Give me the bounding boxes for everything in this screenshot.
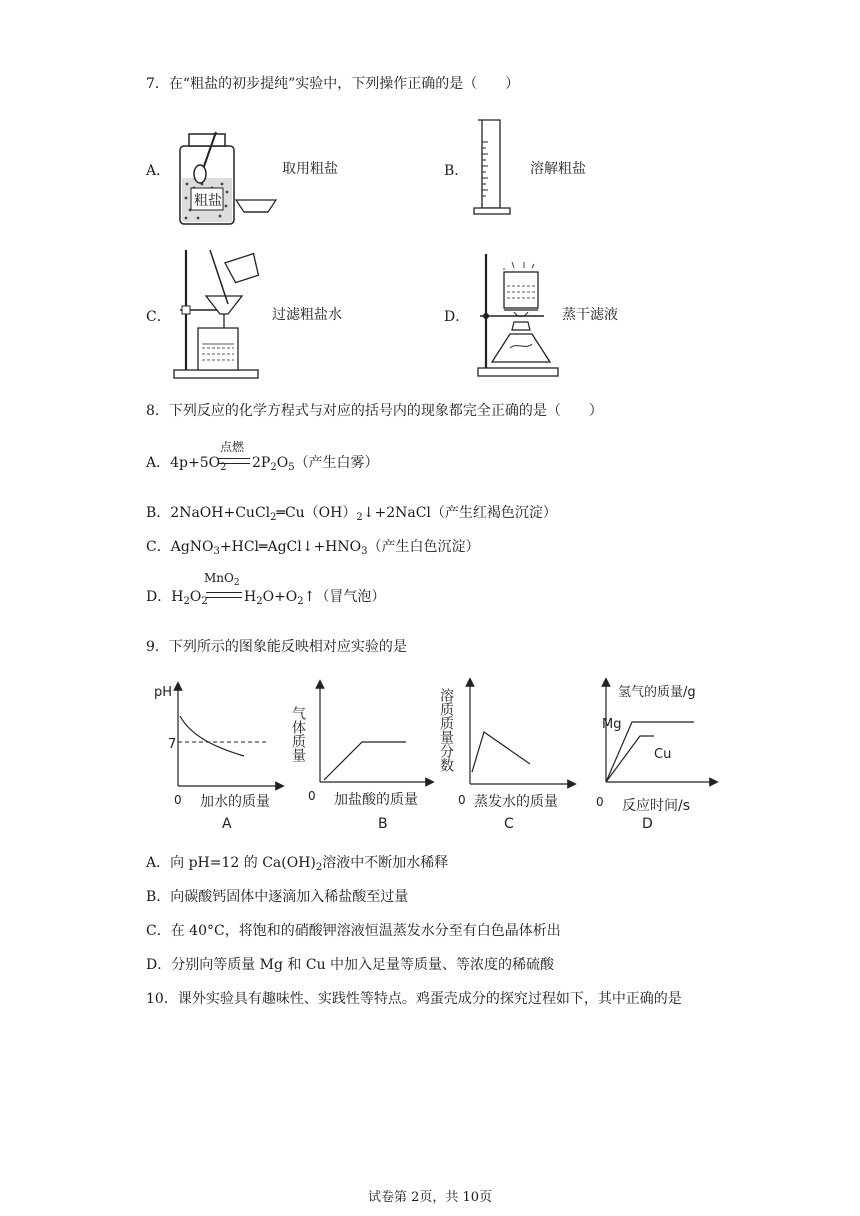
- q9-b-letter: B: [378, 816, 388, 832]
- q9-c-ylabel: 溶质质量分数: [438, 688, 454, 772]
- q9-a-xlabel: 加水的质量: [200, 794, 270, 810]
- q7-c-filtration-figure: [170, 244, 270, 384]
- q8-a-equals-sign: [218, 458, 250, 464]
- q9-a-origin: 0: [174, 793, 182, 807]
- q8-stem: 8．下列反应的化学方程式与对应的括号内的现象都完全正确的是（ ）: [146, 403, 603, 419]
- q7-option-a-letter: A．: [146, 163, 171, 179]
- q9-d-series-mg: Mg: [602, 717, 622, 732]
- q8-option-d-right: $H_2O+O_2↑$（冒气泡）: [244, 589, 386, 607]
- q9-graph-c: [438, 672, 582, 838]
- q8-option-d-left: D．$H_2O_2$: [146, 589, 208, 607]
- q9-c-xlabel: 蒸发水的质量: [474, 794, 558, 810]
- q8-a-left: 4p+5O: [170, 455, 221, 471]
- q7-d-evaporation-figure: [474, 250, 564, 380]
- q7-option-b-letter: B．: [444, 163, 469, 179]
- q7-option-d-letter: D．: [444, 309, 470, 325]
- q9-b-ylabel: 气体质量: [290, 706, 306, 762]
- q7-a-bottle-figure: [172, 128, 282, 228]
- q9-option-d: D．分别向等质量 Mg 和 Cu 中加入足量等质量、等浓度的稀硫酸: [146, 957, 555, 973]
- q9-c-letter: C: [504, 816, 514, 832]
- q9-graph-a: [150, 676, 290, 836]
- q9-d-xlabel: 反应时间/s: [622, 798, 691, 814]
- q9-c-origin: 0: [458, 793, 466, 807]
- q9-stem: 9．下列所示的图象能反映相对应实验的是: [146, 639, 407, 655]
- q9-d-origin: 0: [596, 795, 604, 809]
- q9-option-a: A．向 pH=12 的 $Ca(OH)_2$溶液中不断加水稀释: [146, 855, 449, 873]
- q8-a-left-sub: 2: [220, 462, 227, 473]
- q10-stem: 10．课外实验具有趣味性、实践性等特点。鸡蛋壳成分的探究过程如下，其中正确的是: [146, 991, 682, 1007]
- q7-a-bottle-label: 粗盐: [194, 193, 222, 209]
- q9-option-b: B．向碳酸钙固体中逐滴加入稀盐酸至过量: [146, 889, 409, 905]
- q9-a-letter: A: [222, 816, 232, 832]
- q8-a-condition: 点燃: [220, 440, 245, 454]
- q9-a-tick-7: 7: [168, 737, 177, 752]
- q8-a-letter: A．: [146, 455, 171, 471]
- q9-d-letter: D: [642, 816, 653, 832]
- q9-graph-b: [290, 676, 440, 836]
- q9-graph-d: [590, 676, 720, 836]
- q9-a-ylabel: pH: [154, 685, 173, 700]
- q7-option-d-caption: 蒸干滤液: [562, 307, 618, 323]
- q8-option-a: [146, 452, 226, 473]
- q7-option-b-caption: 溶解粗盐: [530, 161, 586, 177]
- q8-a-right: $2P_2O_5$（产生白雾）: [252, 455, 379, 473]
- page-footer: 试卷第 2页，共 10页: [368, 1190, 493, 1205]
- q7-option-a-caption: 取用粗盐: [282, 161, 338, 177]
- q8-option-c: C．$AgNO_3+HCl═AgCl↓+HNO_3$（产生白色沉淀）: [146, 539, 480, 557]
- q9-b-xlabel: 加盐酸的质量: [334, 792, 418, 808]
- q7-stem: 7．在“粗盐的初步提纯”实验中，下列操作正确的是（ ）: [146, 76, 520, 92]
- q7-b-graduated-cylinder: [470, 116, 520, 221]
- q8-option-b: B．$2NaOH+CuCl_2═Cu(OH)_2↓+2NaCl$（产生红褐色沉淀）: [146, 505, 557, 523]
- q8-d-condition: MnO$_2$: [204, 571, 240, 588]
- q7-option-c-caption: 过滤粗盐水: [272, 307, 342, 323]
- q9-option-c: C．在 40°C，将饱和的硝酸钾溶液恒温蒸发水分至有白色晶体析出: [146, 923, 561, 939]
- q9-b-origin: 0: [308, 789, 316, 803]
- q8-d-equals-sign: [206, 592, 242, 598]
- q9-d-ylabel: 氢气的质量/g: [618, 685, 696, 700]
- q9-d-series-cu: Cu: [654, 747, 672, 762]
- q7-option-c-letter: C．: [146, 309, 171, 325]
